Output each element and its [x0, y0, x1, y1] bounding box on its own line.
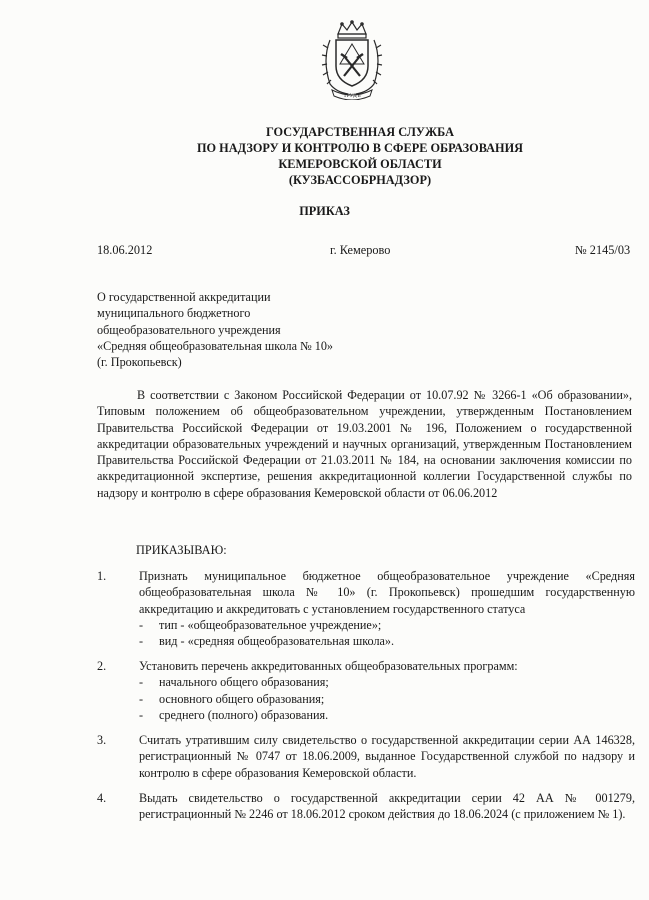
order-date: 18.06.2012: [97, 243, 153, 257]
item-text: Признать муниципальное бюджетное общеобразовательное учреждение «Средняя общеобразовательная школа № 10» (г. Прокопьевск) прошедшим государственную аккредитацию и аккредитовать с установлением государственного статуса: [139, 569, 635, 616]
order-number: № 2145/03: [575, 243, 631, 257]
item-number: 2.: [97, 659, 107, 673]
dash-marker: -: [139, 617, 144, 632]
emblem-motto: ТРУДЪ: [343, 93, 361, 99]
agency-line: ПО НАДЗОРУ И КОНТРОЛЮ В СФЕРЕ ОБРАЗОВАНИЯ: [196, 141, 524, 155]
sub-item: [139, 691, 635, 707]
sub-item: [139, 633, 635, 649]
sub-item-text: среднего (полного) образования.: [159, 707, 329, 722]
dash-marker: -: [139, 707, 144, 722]
order-city: г. Кемерово: [330, 243, 391, 257]
order-item: [97, 790, 635, 823]
preamble-paragraph: В соответствии с Законом Российской Федерации от 10.07.92 № 3266-1 «Об образовании», Типовым положением об общеобразовательном учреждении, утвержденным Постановлением Правительства Российской Федерации от 19.03.2001 № 196, Положением о государственной аккредитации образовательных учреждений и научных организаций, утвержденным Постановлением Правительства Российской Федерации от 21.03.2011 № 184, на основании заключения комиссии по аккредитационной экспертизе, решения аккредитационной коллегии Государственной службы по надзору и контролю в сфере образования Кемеровской области от 06.06.2012: [97, 388, 632, 500]
sub-item: [139, 674, 635, 690]
agency-line: КЕМЕРОВСКОЙ ОБЛАСТИ: [278, 157, 442, 171]
agency-line: (КУЗБАССОБРНАДЗОР): [288, 173, 432, 187]
subject-line: муниципального бюджетного: [97, 306, 251, 321]
dash-marker: -: [139, 675, 144, 690]
sub-item: [139, 617, 635, 633]
subject-line: (г. Прокопьевск): [97, 355, 182, 370]
subject-line: общеобразовательного учреждения: [97, 322, 281, 337]
item-number: 4.: [97, 791, 107, 805]
item-text: Считать утратившим силу свидетельство о государственной аккредитации серии АА 146328, регистрационный № 0747 от 18.06.2009, выданное Государственной службой по надзору и контролю в сфере образования Кемеровской области.: [139, 733, 635, 780]
sub-item-text: тип - «общеобразовательное учреждение»;: [159, 617, 382, 632]
sub-item-text: вид - «средняя общеобразовательная школа».: [159, 634, 395, 649]
agency-line: ГОСУДАРСТВЕННАЯ СЛУЖБА: [266, 125, 454, 139]
coat-of-arms-icon: [318, 20, 386, 100]
order-subject: [97, 289, 333, 370]
subject-line: «Средняя общеобразовательная школа № 10»: [97, 338, 334, 353]
sub-item-text: основного общего образования;: [159, 691, 325, 706]
item-number: 1.: [97, 569, 107, 583]
order-item: [97, 568, 635, 649]
item-text: Установить перечень аккредитованных общеобразовательных программ:: [139, 659, 518, 673]
subject-line: О государственной аккредитации: [97, 290, 271, 304]
dash-marker: -: [139, 691, 144, 706]
item-text: Выдать свидетельство о государственной аккредитации серии 42 АА № 001279, регистрационный № 2246 от 18.06.2012 сроком действия до 18.06.2024 (с приложением № 1).: [139, 791, 635, 822]
agency-header: [150, 124, 570, 188]
item-number: 3.: [97, 733, 107, 747]
sub-item-text: начального общего образования;: [159, 675, 329, 690]
order-directive: ПРИКАЗЫВАЮ:: [136, 543, 227, 557]
sub-item: [139, 707, 635, 723]
dash-marker: -: [139, 634, 144, 649]
order-item: [97, 658, 635, 723]
document-type: ПРИКАЗ: [299, 204, 350, 218]
order-item: [97, 732, 635, 781]
